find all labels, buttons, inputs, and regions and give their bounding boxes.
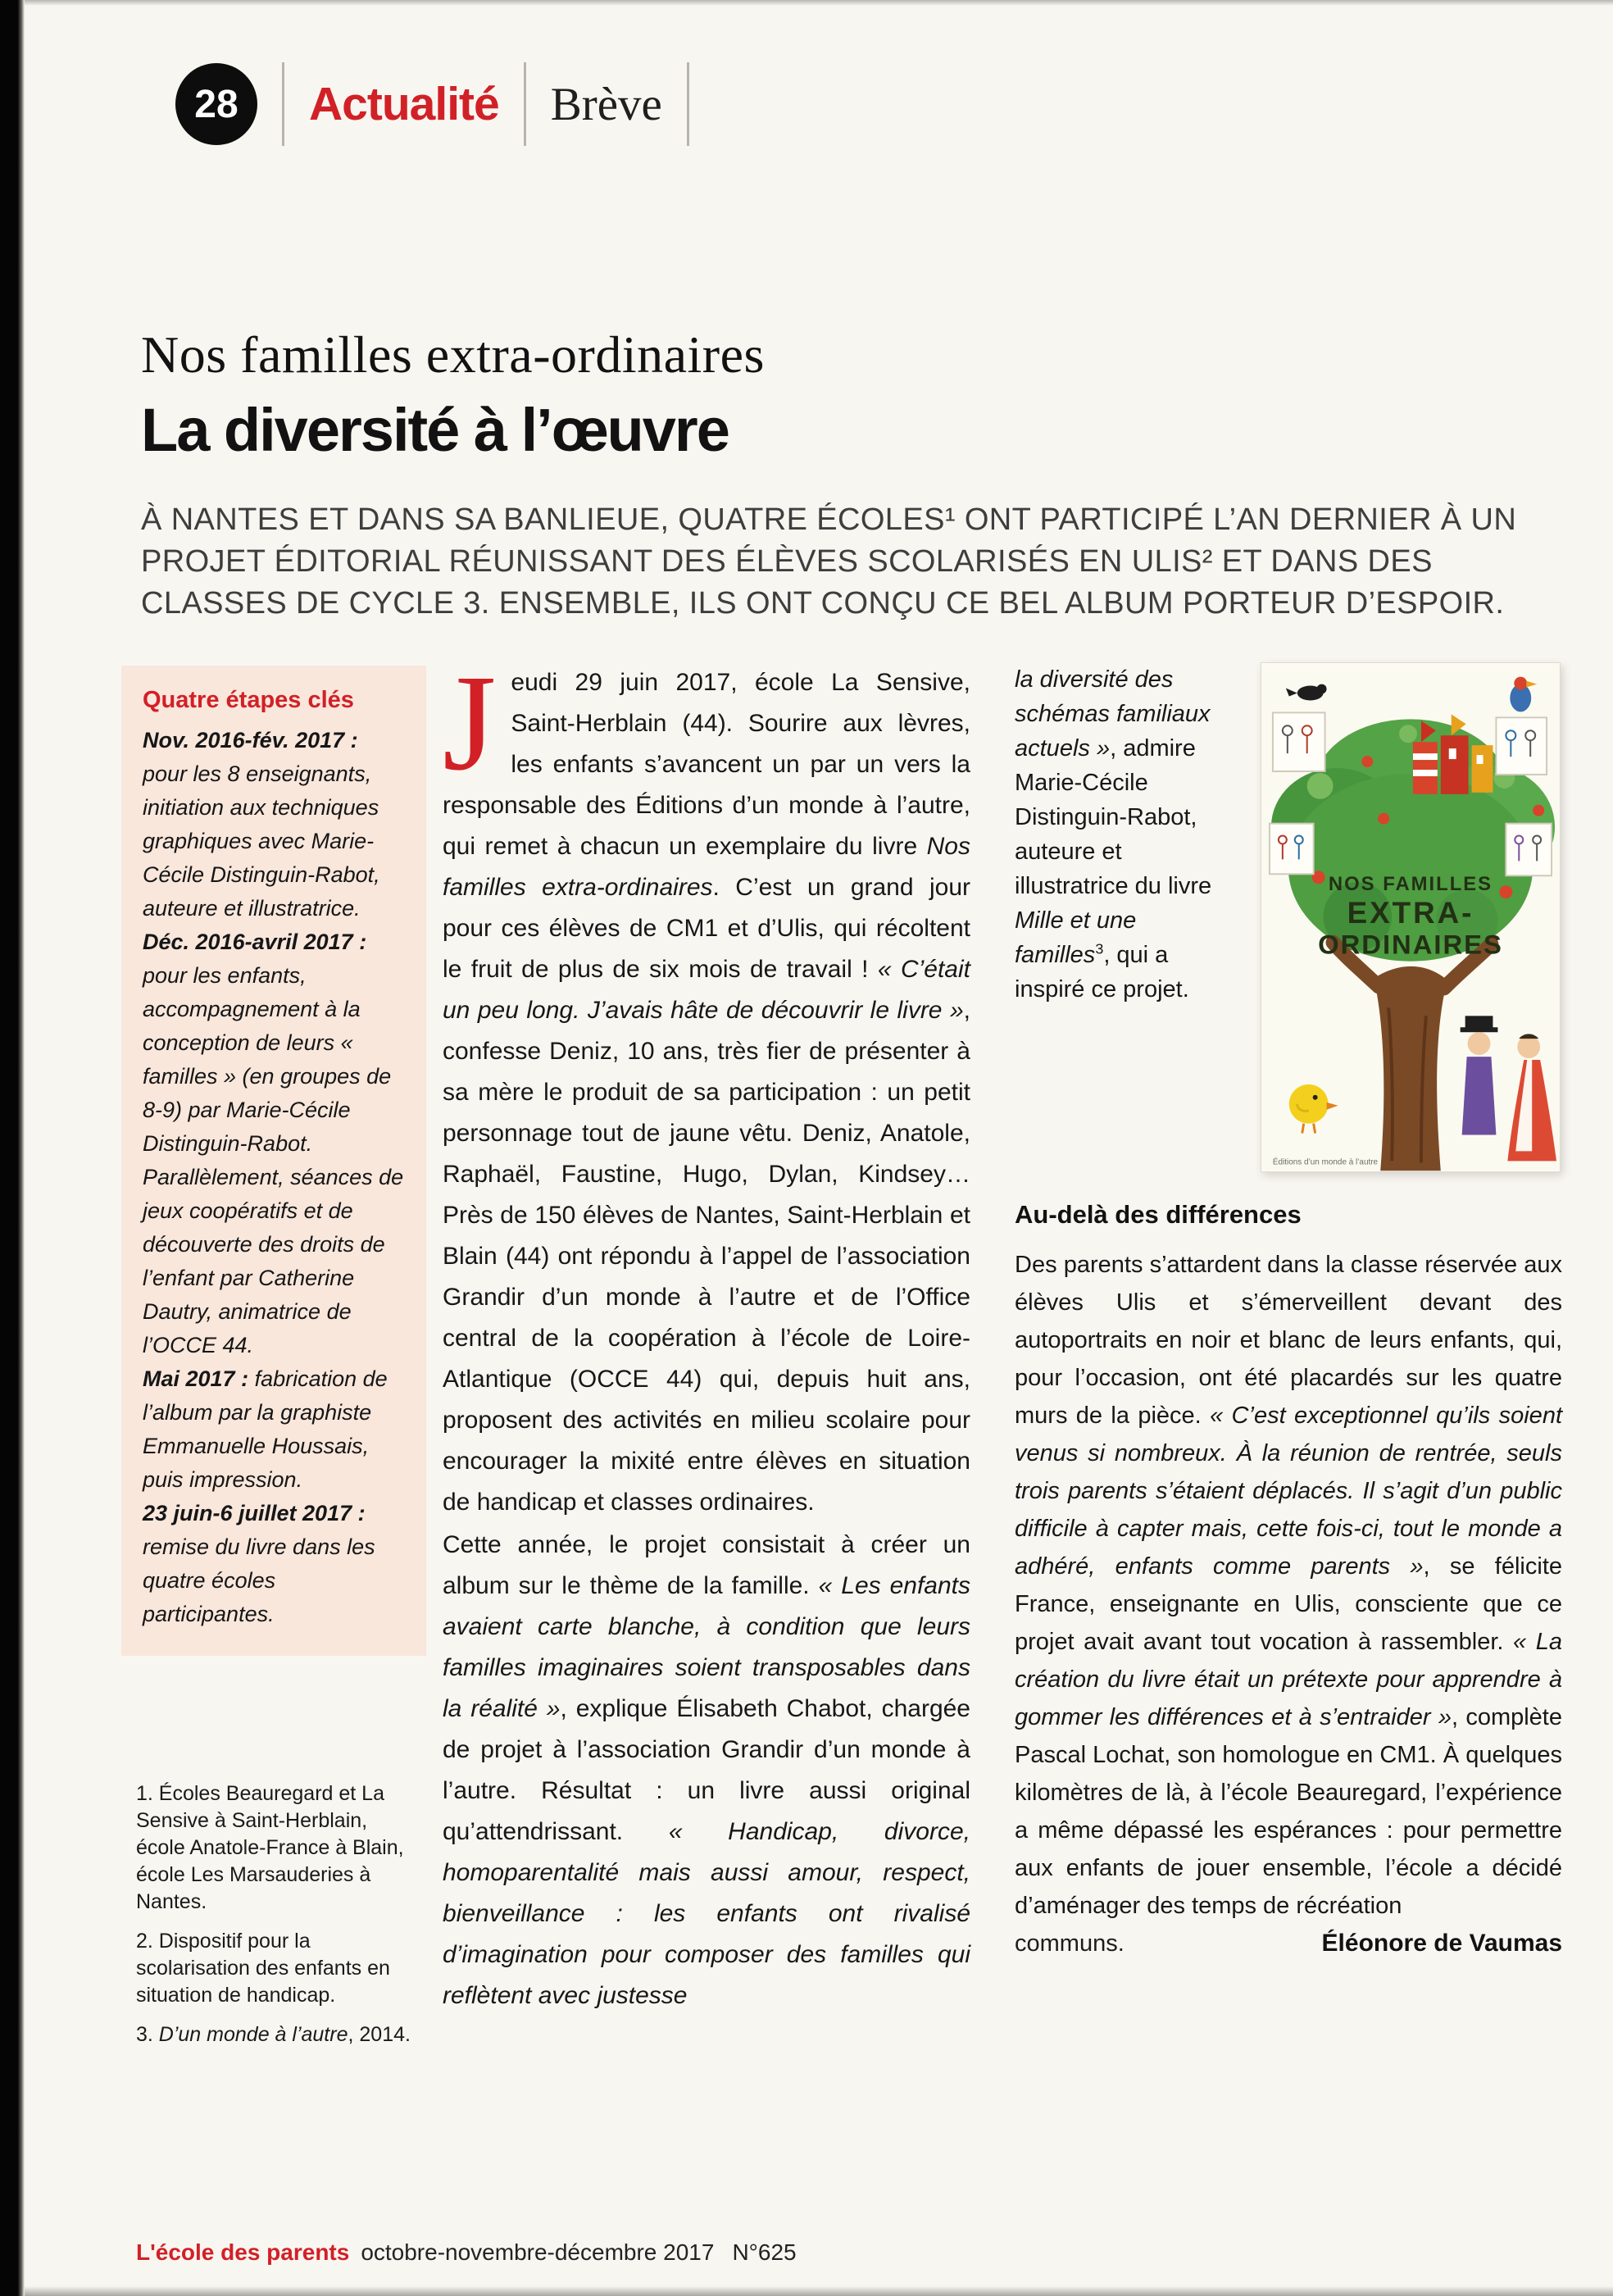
- pinned-drawing: [1270, 824, 1314, 875]
- pinned-drawing: [1273, 712, 1325, 771]
- book-title-line-3: ORDINAIRES: [1318, 929, 1503, 960]
- masthead-divider: [524, 62, 526, 146]
- masthead-divider: [282, 62, 284, 146]
- article-continuation: la diversité des schémas familiaux actuels », admire Marie-Cécile Distinguin-Rabot, auteure et illustratrice du livre Mille et une familles$^3$, qui a inspiré ce projet.: [1015, 666, 1212, 1003]
- issue-date: octobre-novembre-décembre 2017: [361, 2239, 715, 2265]
- headline-block: [141, 325, 1569, 625]
- book-cover: [1261, 662, 1561, 1172]
- sidebar-entry: [143, 724, 405, 925]
- paragraph-text: eudi 29 juin 2017, école La Sensive, Saint-Herblain (44). Sourire aux lèvres, les enfants s’avancent un par un vers la responsable des Éditions d’un monde à l’autre, qui remet à chacun un exemplaire du livre Nos familles extra-ordinaires. C’est un grand jour pour ces élèves de CM1 et d’Ulis, qui récoltent le fruit de plus de six mois de travail ! « C’était un peu long. J’avais hâte de découvrir le livre », confesse Deniz, 10 ans, très fier de présenter à sa mère le produit de sa participation : un petit personnage tout de jaune vêtu. Deniz, Anatole, Raphaël, Faustine, Hugo, Dylan, Kindsey… Près de 150 élèves de Nantes, Saint-Herblain et Blain (44) ont répondu à l’appel de l’association Grandir d’un monde à l’autre et de l’Office central de la coopération à l’école de Loire-Atlantique (OCCE 44) qui, depuis huit ans, proposent des activités en milieu scolaire pour encourager la mixité entre élèves en situation de handicap et classes ordinaires.: [443, 669, 970, 1516]
- scan-edge-top: [25, 0, 1613, 6]
- entry-text: remise du livre dans les quatre écoles participantes.: [143, 1534, 375, 1626]
- page-footer: [136, 2239, 797, 2266]
- entry-date: Mai 2017 :: [143, 1366, 255, 1391]
- section-heading: Au-delà des différences: [1015, 1200, 1302, 1229]
- scan-edge-left: [0, 0, 25, 2296]
- article-column-right: [1015, 662, 1562, 1962]
- article-paragraph-1: [443, 647, 970, 1523]
- entry-text: pour les enfants, accompagnement à la conception de leurs « familles » (en groupes de 8-9) par Marie-Cécile Distinguin-Rabot. Parallèlement, séances de jeux coopératifs et de découverte des droits de l’enfant par Catherine Dautry, animatrice de l’OCCE 44.: [143, 963, 404, 1357]
- masthead-divider: [687, 62, 689, 146]
- sidebar-entry: [143, 1497, 405, 1631]
- standfirst: À NANTES ET DANS SA BANLIEUE, QUATRE ÉCOLES¹ ONT PARTICIPÉ L’AN DERNIER À UN PROJET ÉDITORIAL RÉUNISSANT DES ÉLÈVES SCOLARISÉS EN ULIS² ET DANS DES CLASSES DE CYCLE 3. ENSEMBLE, ILS ONT CONÇU CE BEL ALBUM PORTEUR D’ESPOIR.: [141, 502, 1517, 621]
- footnotes: [136, 1780, 418, 2061]
- sidebar-title: Quatre étapes clés: [143, 687, 354, 713]
- article-kicker: Nos familles extra-ordinaires: [141, 325, 765, 384]
- section-label: Actualité: [309, 78, 499, 130]
- right-column-top: [1015, 662, 1562, 1172]
- closing-word: communs.: [1015, 1930, 1125, 1957]
- entry-date: Déc. 2016-avril 2017 :: [143, 930, 367, 954]
- entry-text: pour les 8 enseignants, initiation aux techniques graphiques avec Marie-Cécile Distinguin-Rabot, auteure et illustratrice.: [143, 762, 380, 921]
- dropcap: J: [443, 647, 497, 799]
- footnote-2: 2. Dispositif pour la scolarisation des enfants en situation de handicap.: [136, 1930, 390, 2007]
- entry-text: fabrication de l’album par la graphiste Emmanuelle Houssais, puis impression.: [143, 1366, 388, 1492]
- book-publisher: Éditions d’un monde à l’autre: [1272, 1157, 1379, 1167]
- book-title-line-1: NOS FAMILLES: [1328, 873, 1493, 896]
- entry-date: Nov. 2016-fév. 2017 :: [143, 728, 358, 752]
- footnote-1: 1. Écoles Beauregard et La Sensive à Saint-Herblain, école Anatole-France à Blain, école Les Marsauderies à Nantes.: [136, 1782, 404, 1913]
- scan-edge-bottom: [25, 2286, 1613, 2296]
- sidebar-entry: [143, 925, 405, 1362]
- book-cover-art: [1261, 663, 1560, 1171]
- page-number-badge: [175, 63, 257, 145]
- book-title-line-2: EXTRA-: [1347, 895, 1474, 930]
- byline: Éléonore de Vaumas: [1321, 1930, 1562, 1957]
- sidebar-entry: [143, 1362, 405, 1497]
- masthead: [175, 61, 714, 148]
- article-column-main: [443, 647, 970, 2016]
- magazine-name: L'école des parents: [136, 2239, 350, 2265]
- article-title: La diversité à l’œuvre: [141, 396, 729, 464]
- pinned-drawing: [1496, 717, 1547, 775]
- subsection-label: Brève: [550, 78, 662, 130]
- article-paragraph-2: Cette année, le projet consistait à créer un album sur le thème de la famille. « Les enfants avaient carte blanche, à condition que leurs familles imaginaires soient transposables dans la réalité », explique Élisabeth Chabot, chargée de projet à l’association Grandir d’un monde à l’autre. Résultat : un livre aussi original qu’attendrissant. « Handicap, divorce, homoparentalité mais aussi amour, respect, bienveillance : les enfants ont rivalisé d’imagination pour composer des familles qui reflètent avec justesse: [443, 1531, 970, 2009]
- issue-number: N°625: [732, 2239, 797, 2265]
- article-paragraph-3: Des parents s’attardent dans la classe réservée aux élèves Ulis et s’émerveillent devant des autoportraits en noir et blanc de leurs enfants, qui, pour l’occasion, ont été placardés sur les quatre murs de la pièce. « C’est exceptionnel qu’ils soient venus si nombreux. À la réunion de rentrée, seuls trois parents s’étaient déplacés. Il s’agit d’un public difficile à capter mais, cette fois-ci, tout le monde a adhéré, enfants comme parents », se félicite France, enseignante en Ulis, consciente que ce projet avait avant tout vocation à rassembler. « La création du livre était un prétexte pour apprendre à gommer les différences et à s’entraider », complète Pascal Lochat, son homologue en CM1. À quelques kilomètres de là, à l’école Beauregard, l’expérience a même dépassé les espérances : pour permettre aux enfants de jouer ensemble, l’école a décidé d’aménager des temps de récréation: [1015, 1252, 1562, 1919]
- footnote-3: 3. D’un monde à l’autre, 2014.: [136, 2023, 411, 2046]
- page-number: 28: [194, 82, 239, 126]
- closing-line: [1015, 1925, 1562, 1962]
- pinned-drawing: [1506, 824, 1552, 876]
- entry-date: 23 juin-6 juillet 2017 :: [143, 1501, 366, 1525]
- sidebar-key-steps: [121, 666, 426, 1656]
